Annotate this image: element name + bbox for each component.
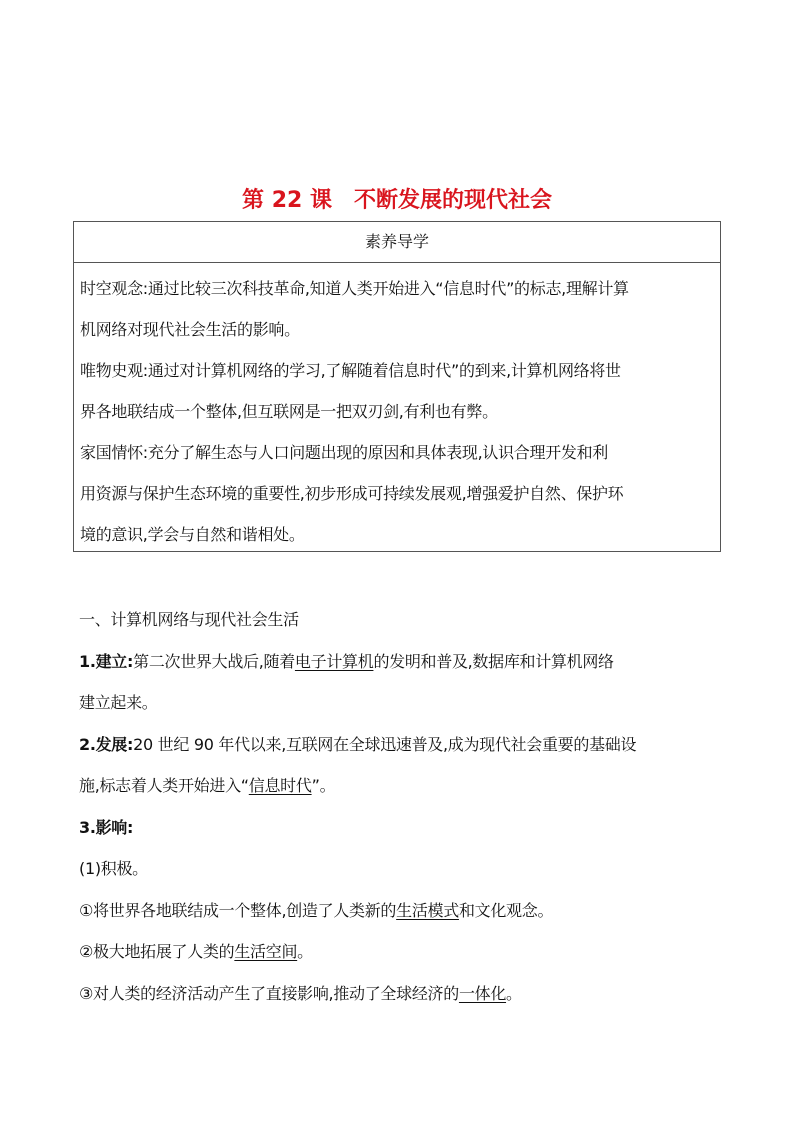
lesson-content xyxy=(79,599,719,1014)
guide-line: 境的意识,学会与自然和谐相处。 xyxy=(80,525,305,544)
study-guide-box xyxy=(73,221,721,552)
impact-item-3-a: ③对人类的经济活动产生了直接影响,推动了全球经济的 xyxy=(79,983,459,1003)
guide-line: 界各地联结成一个整体,但互联网是一把双刃剑,有利也有弊。 xyxy=(80,402,498,421)
guide-line: 唯物史观:通过对计算机网络的学习,了解随着信息时代”的到来,计算机网络将世 xyxy=(80,361,621,380)
lesson-title: 第 22 课 不断发展的现代社会 xyxy=(242,188,552,213)
paragraph-development-cont xyxy=(79,765,719,807)
impact-item-3-b: 。 xyxy=(506,983,522,1003)
study-guide-header: 素养导学 xyxy=(74,222,720,263)
section-heading: 一、计算机网络与现代社会生活 xyxy=(79,610,299,629)
development-text-a: 20 世纪 90 年代以来,互联网在全球迅速普及,成为现代社会重要的基础设 xyxy=(133,734,637,754)
development-text-c: ”。 xyxy=(311,776,336,795)
development-text-b: 施,标志着人类开始进入“ xyxy=(79,776,249,795)
paragraph-development xyxy=(79,724,719,766)
impact-label: 3.影响: xyxy=(79,817,134,837)
paragraph-establish xyxy=(79,641,719,683)
impact-item-1-a: ①将世界各地联结成一个整体,创造了人类新的 xyxy=(79,900,397,920)
impact-item-2-a: ②极大地拓展了人类的 xyxy=(79,942,235,961)
guide-line: 时空观念:通过比较三次科技革命,知道人类开始进入“信息时代”的标志,理解计算 xyxy=(80,279,629,298)
development-underline: 信息时代 xyxy=(248,776,312,795)
establish-text-b: 的发明和普及,数据库和计算机网络 xyxy=(373,651,614,671)
establish-underline: 电子计算机 xyxy=(294,651,374,671)
impact-item-2-underline: 生活空间 xyxy=(234,942,298,961)
study-guide-body xyxy=(74,263,720,555)
impact-item-1 xyxy=(79,890,719,932)
impact-item-2-b: 。 xyxy=(297,942,313,961)
establish-text-a: 第二次世界大战后,随着 xyxy=(133,651,295,671)
establish-label: 1.建立: xyxy=(79,651,134,671)
guide-line: 家国情怀:充分了解生态与人口问题出现的原因和具体表现,认识合理开发和利 xyxy=(80,443,608,462)
impact-item-2 xyxy=(79,931,719,973)
impact-item-3-underline: 一体化 xyxy=(458,983,507,1003)
development-label: 2.发展: xyxy=(79,734,134,754)
impact-item-3 xyxy=(79,973,719,1015)
impact-positive: (1)积极。 xyxy=(79,859,148,878)
guide-line: 机网络对现代社会生活的影响。 xyxy=(80,320,300,339)
impact-item-1-b: 和文化观念。 xyxy=(458,900,554,920)
impact-item-1-underline: 生活模式 xyxy=(396,900,459,920)
paragraph-establish-cont: 建立起来。 xyxy=(79,693,158,712)
guide-line: 用资源与保护生态环境的重要性,初步形成可持续发展观,增强爱护自然、保护环 xyxy=(80,484,624,503)
